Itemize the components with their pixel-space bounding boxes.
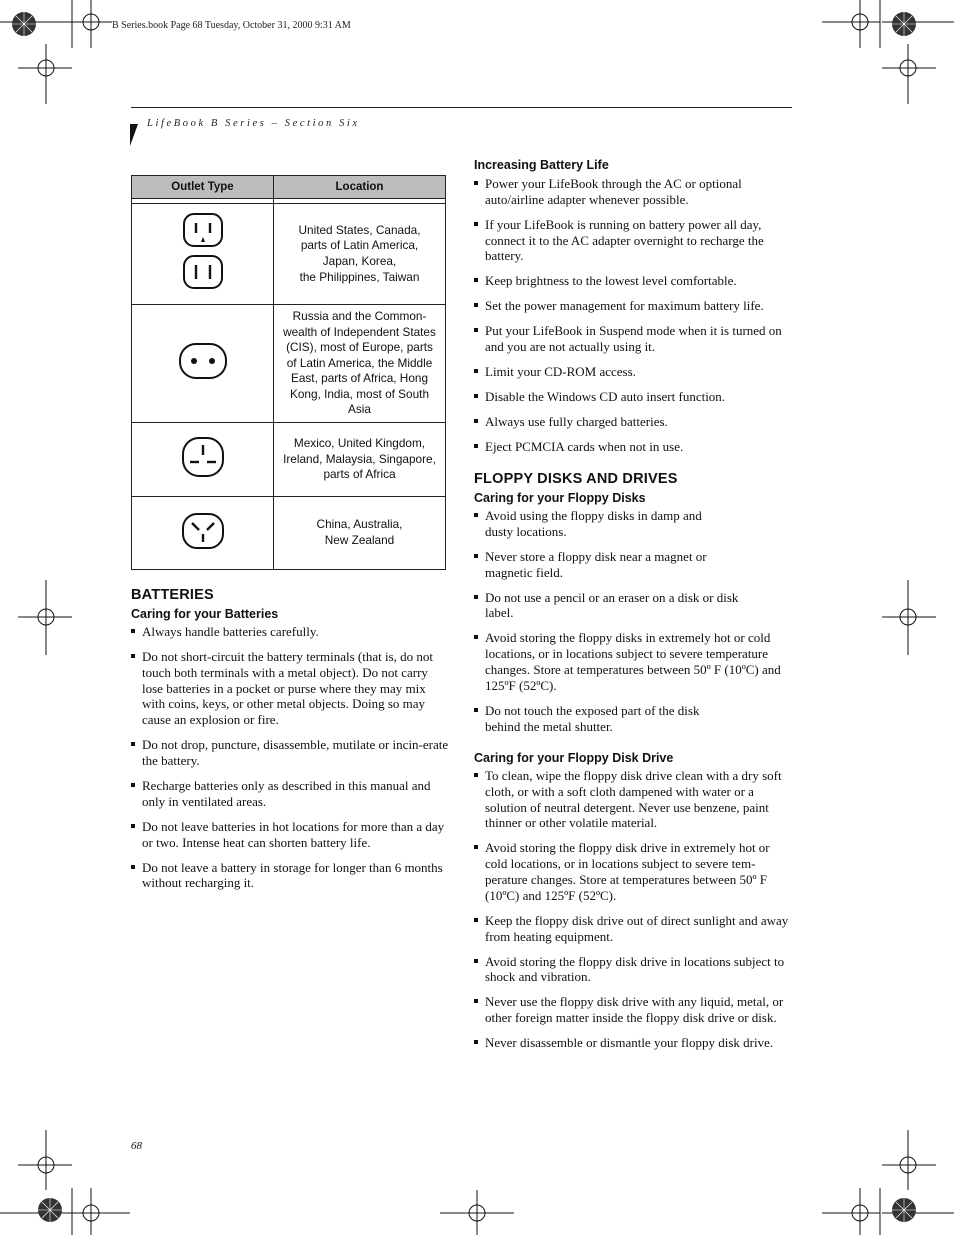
column-header-outlet-type: Outlet Type bbox=[132, 176, 274, 199]
list-item: Never use the floppy disk drive with any liquid, metal, or other foreign matter inside the floppy disk drive or disk. bbox=[474, 994, 794, 1026]
column-header-location: Location bbox=[274, 176, 446, 199]
list-item: Recharge batteries only as described in this manual and only in ventilated areas. bbox=[131, 778, 449, 810]
floppy-heading: FLOPPY DISKS AND DRIVES bbox=[474, 471, 678, 487]
header-tab-marker bbox=[130, 124, 140, 148]
outlet-table bbox=[131, 175, 446, 570]
table-row bbox=[132, 423, 446, 497]
batteries-list bbox=[131, 624, 449, 900]
outlet-icon-cell bbox=[132, 305, 274, 423]
list-item: Do not touch the exposed part of the disk behind the metal shutter. bbox=[474, 703, 733, 735]
list-item: Always use fully charged batteries. bbox=[474, 414, 794, 430]
list-item: Set the power management for maximum battery life. bbox=[474, 298, 794, 314]
list-item: Eject PCMCIA cards when not in use. bbox=[474, 439, 794, 455]
table-row bbox=[132, 305, 446, 423]
running-head: LifeBook B Series – Section Six bbox=[147, 118, 360, 129]
location-cell: China, Australia, New Zealand bbox=[274, 497, 446, 570]
list-item: Power your LifeBook through the AC or optional auto/airline adapter whenever possible. bbox=[474, 176, 794, 208]
list-item: Avoid storing the floppy disk drive in extremely hot or cold locations, or in locations subject to severe tem-perature changes. Store at temperatures between 50º F (10ºC) and 125ºF (52ºC). bbox=[474, 840, 794, 903]
list-item: Avoid using the floppy disks in damp and dusty locations. bbox=[474, 508, 725, 540]
angled-pin-outlet-icon bbox=[181, 512, 225, 550]
list-item: Do not drop, puncture, disassemble, mutilate or incin-erate the battery. bbox=[131, 737, 449, 769]
outlet-icon-cell bbox=[132, 204, 274, 305]
list-item: Do not short-circuit the battery terminals (that is, do not touch both terminals with a metal object). Do not carry lose batteries in a pocket or purse where they may mix with coins, keys, or other metal objects. Doing so may cause an explosion or fire. bbox=[131, 649, 449, 728]
print-slug: B Series.book Page 68 Tuesday, October 31, 2000 9:31 AM bbox=[112, 20, 351, 31]
batteries-subheading: Caring for your Batteries bbox=[131, 607, 279, 621]
location-cell: Russia and the Common- wealth of Independent States (CIS), most of Europe, parts of Latin America, the Middle East, parts of Africa, Hong Kong, India, most of South Asia bbox=[274, 305, 446, 423]
floppy-drive-subheading: Caring for your Floppy Disk Drive bbox=[474, 751, 674, 765]
list-item: Avoid storing the floppy disk drive in locations subject to shock and vibration. bbox=[474, 954, 794, 986]
list-item: Limit your CD-ROM access. bbox=[474, 364, 794, 380]
header-rule bbox=[131, 107, 792, 108]
round-pin-outlet-icon bbox=[178, 342, 228, 380]
batteries-heading: BATTERIES bbox=[131, 587, 214, 603]
list-item: To clean, wipe the floppy disk drive clean with a dry soft cloth, or with a soft cloth dampened with water or a solution of neutral detergent. Never use benzene, paint thinner or other volatile material. bbox=[474, 768, 794, 831]
list-item: Disable the Windows CD auto insert function. bbox=[474, 389, 794, 405]
battery-life-list bbox=[474, 176, 794, 464]
us-outlet-icons bbox=[181, 212, 225, 292]
outlet-icon-cell bbox=[132, 423, 274, 497]
location-cell: Mexico, United Kingdom, Ireland, Malaysia, Singapore, parts of Africa bbox=[274, 423, 446, 497]
list-item: Keep brightness to the lowest level comfortable. bbox=[474, 273, 794, 289]
location-cell: United States, Canada, parts of Latin America, Japan, Korea, the Philippines, Taiwan bbox=[274, 204, 446, 305]
list-item: Put your LifeBook in Suspend mode when it is turned on and you are not actually using it. bbox=[474, 323, 794, 355]
list-item: Do not leave batteries in hot locations for more than a day or two. Intense heat can shorten battery life. bbox=[131, 819, 449, 851]
outlet-icon-cell bbox=[132, 497, 274, 570]
battery-life-subheading: Increasing Battery Life bbox=[474, 158, 609, 172]
list-item: Do not leave a battery in storage for longer than 6 months without recharging it. bbox=[131, 860, 449, 892]
list-item: Do not use a pencil or an eraser on a disk or disk label. bbox=[474, 590, 747, 622]
table-row bbox=[132, 497, 446, 570]
list-item: Avoid storing the floppy disks in extremely hot or cold locations, or in locations subject to severe temperature changes. Store at temperatures between 50º F (10ºC) and 125ºF (52ºC). bbox=[474, 630, 794, 693]
page-number: 68 bbox=[131, 1140, 142, 1152]
list-item: Keep the floppy disk drive out of direct sunlight and away from heating equipment. bbox=[474, 913, 794, 945]
list-item: If your LifeBook is running on battery power all day, connect it to the AC adapter overnight to recharge the battery. bbox=[474, 217, 794, 264]
list-item: Always handle batteries carefully. bbox=[131, 624, 449, 640]
uk-outlet-icon bbox=[181, 436, 225, 478]
list-item: Never store a floppy disk near a magnet or magnetic field. bbox=[474, 549, 725, 581]
floppy-drive-list bbox=[474, 768, 794, 1060]
floppy-disks-list bbox=[474, 508, 794, 744]
table-row bbox=[132, 204, 446, 305]
floppy-disks-subheading: Caring for your Floppy Disks bbox=[474, 491, 646, 505]
list-item: Never disassemble or dismantle your floppy disk drive. bbox=[474, 1035, 794, 1051]
